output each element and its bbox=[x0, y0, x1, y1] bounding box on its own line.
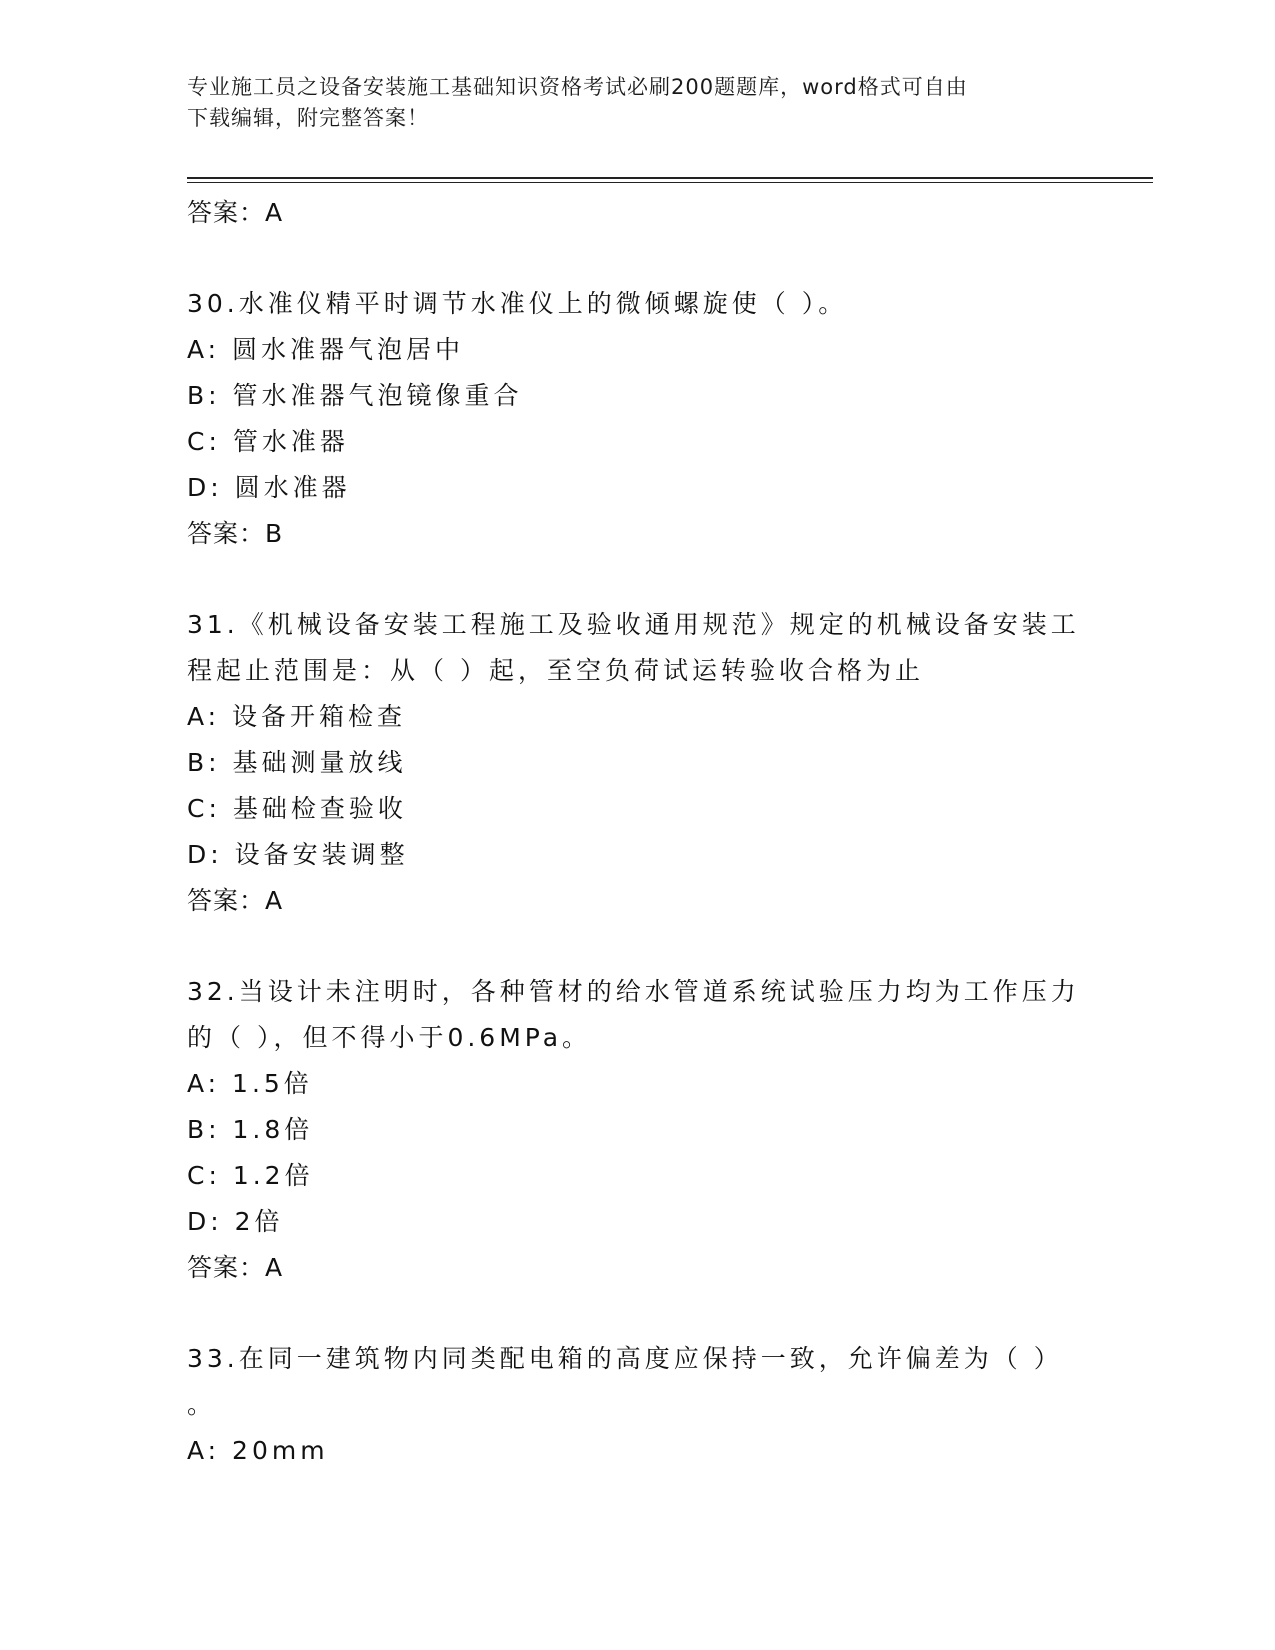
question-text-line-2: 的（ ），但不得小于0.6MPa。 bbox=[187, 1023, 592, 1052]
question-text: 30.水准仪精平时调节水准仪上的微倾螺旋使（ ）。 bbox=[187, 289, 848, 318]
question-text-line-2: 。 bbox=[187, 1390, 217, 1419]
option-d: D: 圆水准器 bbox=[187, 473, 351, 502]
question-text-line-1: 31.《机械设备安装工程施工及验收通用规范》规定的机械设备安装工 bbox=[187, 610, 1080, 639]
option-d: D: 2倍 bbox=[187, 1207, 284, 1236]
header-line-2: 下载编辑，附完整答案！ bbox=[187, 106, 429, 130]
option-a: A: 圆水准器气泡居中 bbox=[187, 335, 465, 364]
question-31 bbox=[187, 602, 1087, 924]
document-header bbox=[187, 72, 1067, 134]
previous-answer: 答案：A bbox=[187, 198, 284, 227]
question-text-line-2: 程起止范围是：从（ ）起，至空负荷试运转验收合格为止 bbox=[187, 656, 924, 685]
question-30 bbox=[187, 281, 1087, 557]
option-c: C: 基础检查验收 bbox=[187, 794, 407, 823]
answer: 答案：A bbox=[187, 1253, 284, 1282]
question-text-line-1: 33.在同一建筑物内同类配电箱的高度应保持一致，允许偏差为（ ） bbox=[187, 1344, 1063, 1373]
header-line-1: 专业施工员之设备安装施工基础知识资格考试必刷200题题库，word格式可自由 bbox=[187, 75, 968, 99]
option-b: B: 基础测量放线 bbox=[187, 748, 407, 777]
option-a: A: 1.5倍 bbox=[187, 1069, 313, 1098]
option-a: A: 20mm bbox=[187, 1436, 329, 1465]
answer: 答案：A bbox=[187, 886, 284, 915]
option-c: C: 管水准器 bbox=[187, 427, 349, 456]
header-divider-thin bbox=[187, 182, 1153, 183]
answer: 答案：B bbox=[187, 519, 284, 548]
option-c: C: 1.2倍 bbox=[187, 1161, 314, 1190]
question-list bbox=[187, 190, 1087, 1474]
option-d: D: 设备安装调整 bbox=[187, 840, 409, 869]
question-33 bbox=[187, 1336, 1087, 1474]
option-b: B: 1.8倍 bbox=[187, 1115, 314, 1144]
question-text-line-1: 32.当设计未注明时，各种管材的给水管道系统试验压力均为工作压力 bbox=[187, 977, 1080, 1006]
question-32 bbox=[187, 969, 1087, 1291]
header-divider-thick bbox=[187, 177, 1153, 179]
option-b: B: 管水准器气泡镜像重合 bbox=[187, 381, 523, 410]
option-a: A: 设备开箱检查 bbox=[187, 702, 407, 731]
